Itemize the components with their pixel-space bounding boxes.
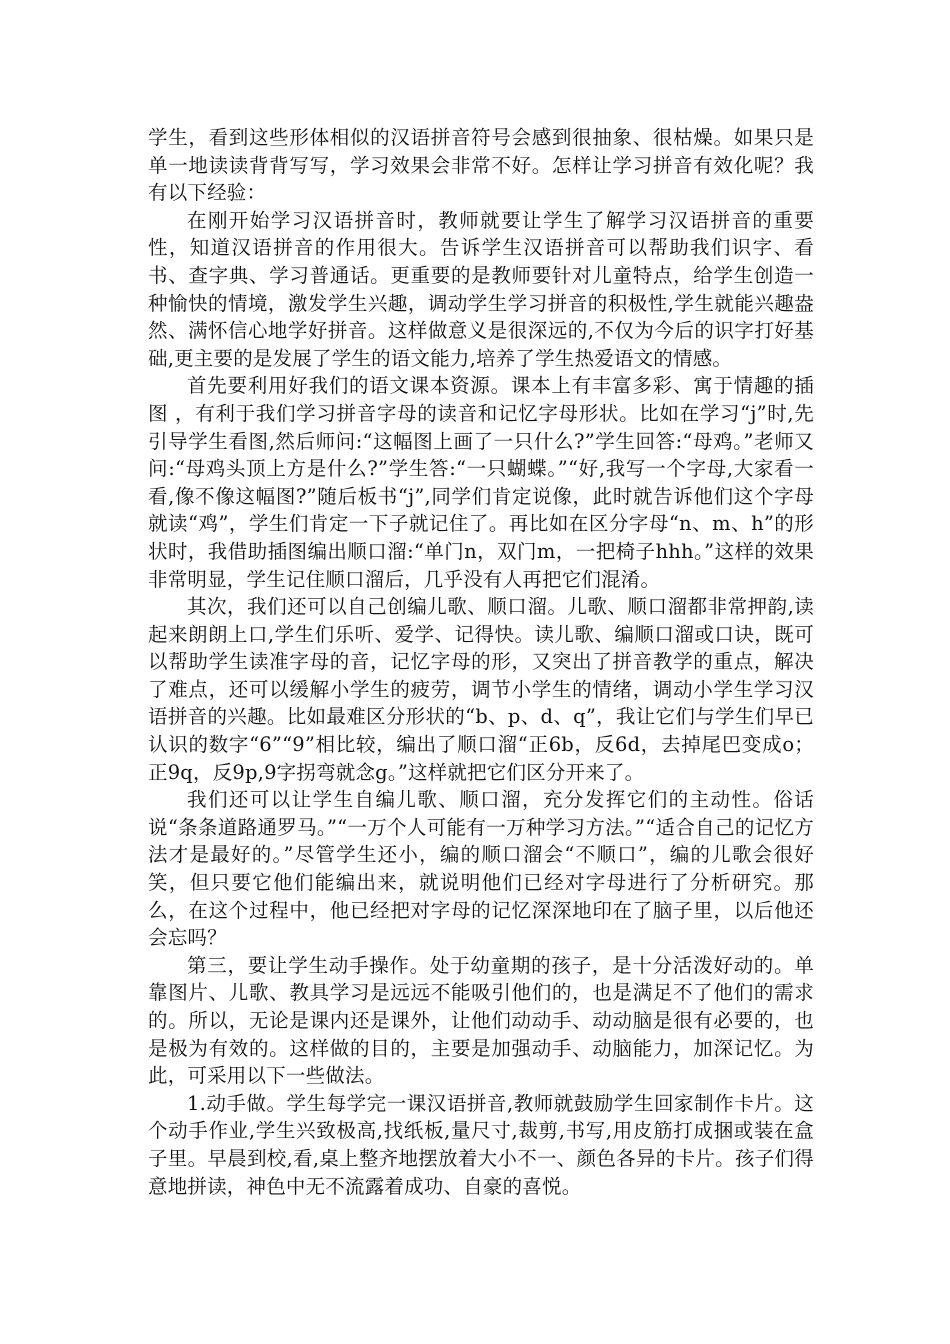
paragraph-5: 我们还可以让学生自编儿歌、顺口溜，充分发挥它们的主动性。俗话说“条条道路通罗马。”“一万个人可能有一万种学习方法。”“适合自己的记忆方法才是最好的。”尽管学生还小，编的顺口溜会“不顺口”，编的儿歌会很好笑，但只要它他们能编出来，就说明他们已经对字母进行了分析研究。那么，在这个过程中，他已经把对字母的记忆深深地印在了脑子里，以后他还会忘吗？ xyxy=(148,788,814,950)
paragraph-3: 首先要利用好我们的语文课本资源。课本上有丰富多彩、寓于情趣的插图 ，有利于我们学习拼音字母的读音和记忆字母形状。比如在学习“j”时,先引导学生看图,然后师问:“这幅图上画了一只什么?”学生回答:“母鸡。”老师又问:“母鸡头顶上方是什么?”学生答:“一只蝴蝶。”“好,我写一个字母,大家看一看,像不像这幅图?”随后板书“j”,同学们肯定说像，此时就告诉他们这个字母就读“鸡”，学生们肯定一下子就记住了。再比如在区分字母“n、m、h”的形状时，我借助插图编出顺口溜:“单门n，双门m，一把椅子hhh。”这样的效果非常明显，学生记住顺口溜后，几乎没有人再把它们混淆。 xyxy=(148,374,814,591)
paragraph-6: 第三，要让学生动手操作。处于幼童期的孩子，是十分活泼好动的。单靠图片、儿歌、教具学习是远远不能吸引他们的，也是满足不了他们的需求的。所以，无论是课内还是课外，让他们动动手、动动脑是很有必要的，也是极为有效的。这样做的目的，主要是加强动手、动脑能力，加深记忆。为此，可采用以下一些做法。 xyxy=(148,953,814,1088)
paragraph-2: 在刚开始学习汉语拼音时，教师就要让学生了解学习汉语拼音的重要性，知道汉语拼音的作用很大。告诉学生汉语拼音可以帮助我们识字、看书、查字典、学习普通话。更重要的是教师要针对儿童特点，给学生创造一种愉快的情境，激发学生兴趣，调动学生学习拼音的积极性,学生就能兴趣盎然、满怀信心地学好拼音。这样做意义是很深远的,不仅为今后的识字打好基础,更主要的是发展了学生的语文能力,培养了学生热爱语文的情感。 xyxy=(148,208,814,370)
paragraph-1: 学生，看到这些形体相似的汉语拼音符号会感到很抽象、很枯燥。如果只是单一地读读背背写写，学习效果会非常不好。怎样让学习拼音有效化呢？我有以下经验： xyxy=(148,126,814,205)
paragraph-7: 1.动手做。学生每学完一课汉语拼音,教师就鼓励学生回家制作卡片。这个动手作业,学生兴致极高,找纸板,量尺寸,裁剪,书写,用皮筋打成捆或装在盒子里。早晨到校,看,桌上整齐地摆放着大小不一、颜色各异的卡片。孩子们得意地拼读，神色中无不流露着成功、自豪的喜悦。 xyxy=(148,1091,814,1198)
document-body xyxy=(148,124,814,1200)
paragraph-4: 其次，我们还可以自己创编儿歌、顺口溜。儿歌、顺口溜都非常押韵,读起来朗朗上口,学生们乐听、爱学、记得快。读儿歌、编顺口溜或口诀，既可以帮助学生读准字母的音，记忆字母的形，又突出了拼音教学的重点，解决了难点，还可以缓解小学生的疲劳，调节小学生的情绪，调动小学生学习汉语拼音的兴趣。比如最难区分形状的“b、p、d、q”，我让它们与学生们早已认识的数字“6”“9”相比较，编出了顺口溜“正6b，反6d，去掉尾巴变成o；正9q，反9p,9字拐弯就念g。”这样就把它们区分开来了。 xyxy=(148,595,814,784)
